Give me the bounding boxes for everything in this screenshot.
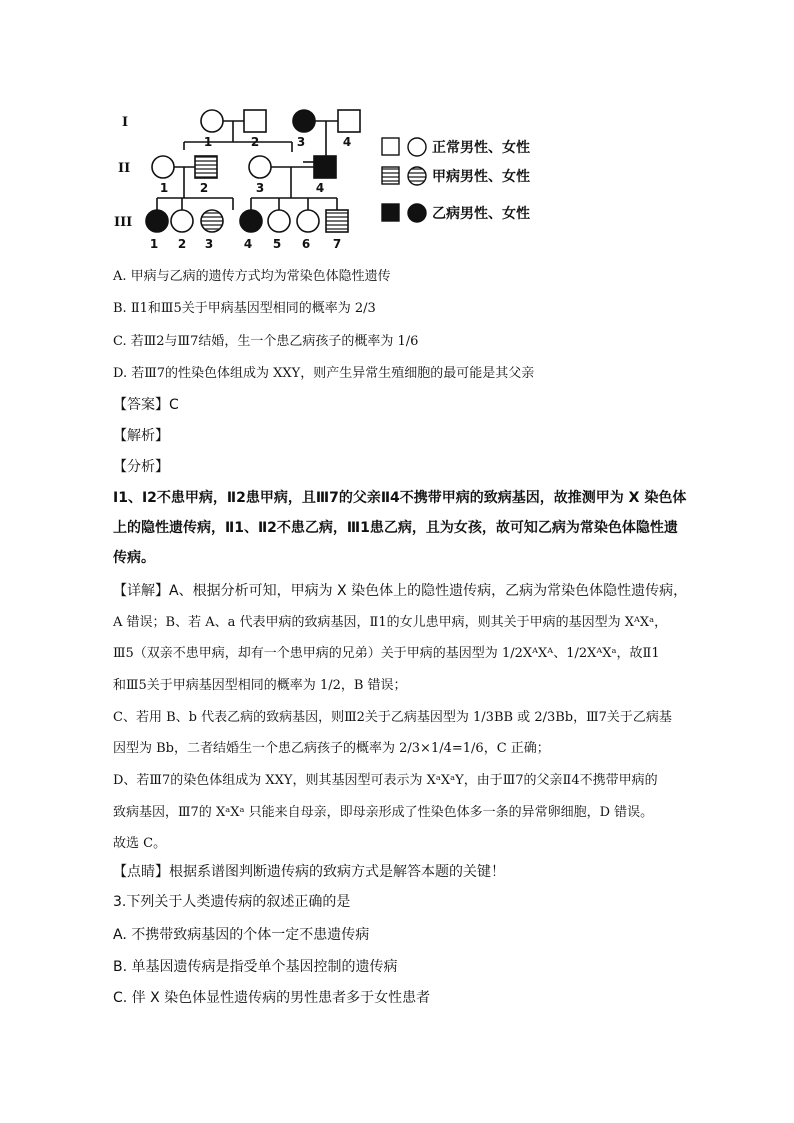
detail-line: A 错误；B、若 A、a 代表甲病的致病基因，Ⅱ1的女儿患甲病，则其关于甲病的基因型为 XᴬXᵃ，: [113, 615, 668, 630]
individual-II2: [195, 156, 217, 178]
id-III4: 4: [243, 237, 253, 251]
detail-line: D、若Ⅲ7的染色体组成为 XXY，则其基因型可表示为 XᵃXᵃY，由于Ⅲ7的父亲Ⅱ4不携带甲病的: [113, 773, 658, 788]
individual-III3: [201, 210, 223, 232]
id-III6: 6: [301, 237, 311, 251]
gen-label-I: I: [122, 115, 129, 130]
answer-label: 【答案】C: [113, 397, 179, 413]
individual-III7: [326, 210, 348, 232]
individual-II1: [152, 156, 174, 178]
question-3-option-b: B. 单基因遗传病是指受单个基因控制的遗传病: [113, 959, 398, 975]
option-c: C. 若Ⅲ2与Ⅲ7结婚，生一个患乙病孩子的概率为 1/6: [113, 334, 419, 349]
id-III5: 5: [272, 237, 282, 251]
individual-I3: [293, 110, 315, 132]
id-I2: 2: [250, 135, 260, 149]
id-II4: 4: [315, 181, 325, 195]
option-b: B. Ⅱ1和Ⅲ5关于甲病基因型相同的概率为 2/3: [113, 301, 376, 316]
analysis-line: 传病。: [113, 550, 155, 566]
individual-III4: [240, 210, 262, 232]
detail-line: 和Ⅲ5关于甲病基因型相同的概率为 1/2，B 错误；: [113, 678, 407, 693]
individual-I1: [201, 110, 223, 132]
gen-label-II: II: [118, 161, 131, 176]
id-I4: 4: [342, 135, 352, 149]
jiexi-label: 【解析】: [113, 428, 169, 444]
pedigree-diagram: [112, 100, 572, 260]
gen-label-III: III: [114, 215, 133, 230]
individual-I4: [338, 110, 360, 132]
legend-jia-male: [382, 167, 399, 184]
id-I3: 3: [296, 135, 306, 149]
id-III1: 1: [149, 237, 159, 251]
question-3-option-c: C. 伴 X 染色体显性遗传病的男性患者多于女性患者: [113, 990, 431, 1006]
pedigree-legend: [382, 138, 530, 222]
id-II2: 2: [199, 181, 209, 195]
individual-I2: [244, 110, 266, 132]
individual-III6: [297, 210, 319, 232]
legend-normal-female: [408, 138, 426, 156]
individual-II3: [249, 156, 271, 178]
detail-line: 因型为 Bb，二者结婚生一个患乙病孩子的概率为 2/3×1/4=1/6，C 正确；: [113, 741, 550, 756]
option-d: D. 若Ⅲ7的性染色体组成为 XXY，则产生异常生殖细胞的最可能是其父亲: [113, 366, 535, 381]
detail-line: 故选 C。: [113, 836, 167, 851]
option-a: A. 甲病与乙病的遗传方式均为常染色体隐性遗传: [113, 269, 391, 284]
legend-label-normal: 正常男性、女性: [432, 140, 530, 156]
analysis-line: Ⅰ1、Ⅰ2不患甲病，Ⅱ2患甲病，且Ⅲ7的父亲Ⅱ4不携带甲病的致病基因，故推测甲为 X 染色体: [113, 490, 687, 506]
id-III2: 2: [177, 237, 187, 251]
detail-line: Ⅲ5（双亲不患甲病，却有一个患甲病的兄弟）关于甲病的基因型为 1/2XᴬXᴬ、1/2XᴬXᵃ，故Ⅱ1: [113, 646, 660, 661]
question-3-option-a: A. 不携带致病基因的个体一定不患遗传病: [113, 927, 370, 943]
id-I1: 1: [203, 135, 213, 149]
question-3-stem: 3.下列关于人类遗传病的叙述正确的是: [113, 894, 351, 910]
detail-line: 致病基因，Ⅲ7的 XᵃXᵃ 只能来自母亲，即母亲形成了性染色体多一条的异常卵细胞，D 错误。: [113, 805, 654, 820]
analysis-line: 上的隐性遗传病，Ⅱ1、Ⅱ2不患乙病，Ⅲ1患乙病，且为女孩，故可知乙病为常染色体隐性遗: [113, 520, 678, 536]
fenxi-label: 【分析】: [113, 459, 169, 475]
individual-II4: [314, 156, 336, 178]
id-II3: 3: [255, 181, 265, 195]
individual-III1: [146, 210, 168, 232]
legend-yi-female: [408, 204, 426, 222]
legend-jia-female: [408, 167, 426, 185]
detail-line: 【详解】A、根据分析可知，甲病为 X 染色体上的隐性遗传病，乙病为常染色体隐性遗传病，: [113, 583, 688, 599]
id-II1: 1: [159, 181, 169, 195]
point-note: 【点睛】根据系谱图判断遗传病的致病方式是解答本题的关键！: [113, 864, 505, 880]
legend-normal-male: [382, 138, 399, 155]
id-III3: 3: [204, 237, 214, 251]
detail-line: C、若用 B、b 代表乙病的致病基因，则Ⅲ2关于乙病基因型为 1/3BB 或 2/3Bb，Ⅲ7关于乙病基: [113, 710, 672, 725]
individual-III5: [268, 210, 290, 232]
individual-III2: [171, 210, 193, 232]
legend-label-yi: 乙病男性、女性: [432, 206, 530, 222]
legend-yi-male: [382, 204, 399, 221]
legend-label-jia: 甲病男性、女性: [432, 169, 530, 185]
id-III7: 7: [332, 237, 342, 251]
